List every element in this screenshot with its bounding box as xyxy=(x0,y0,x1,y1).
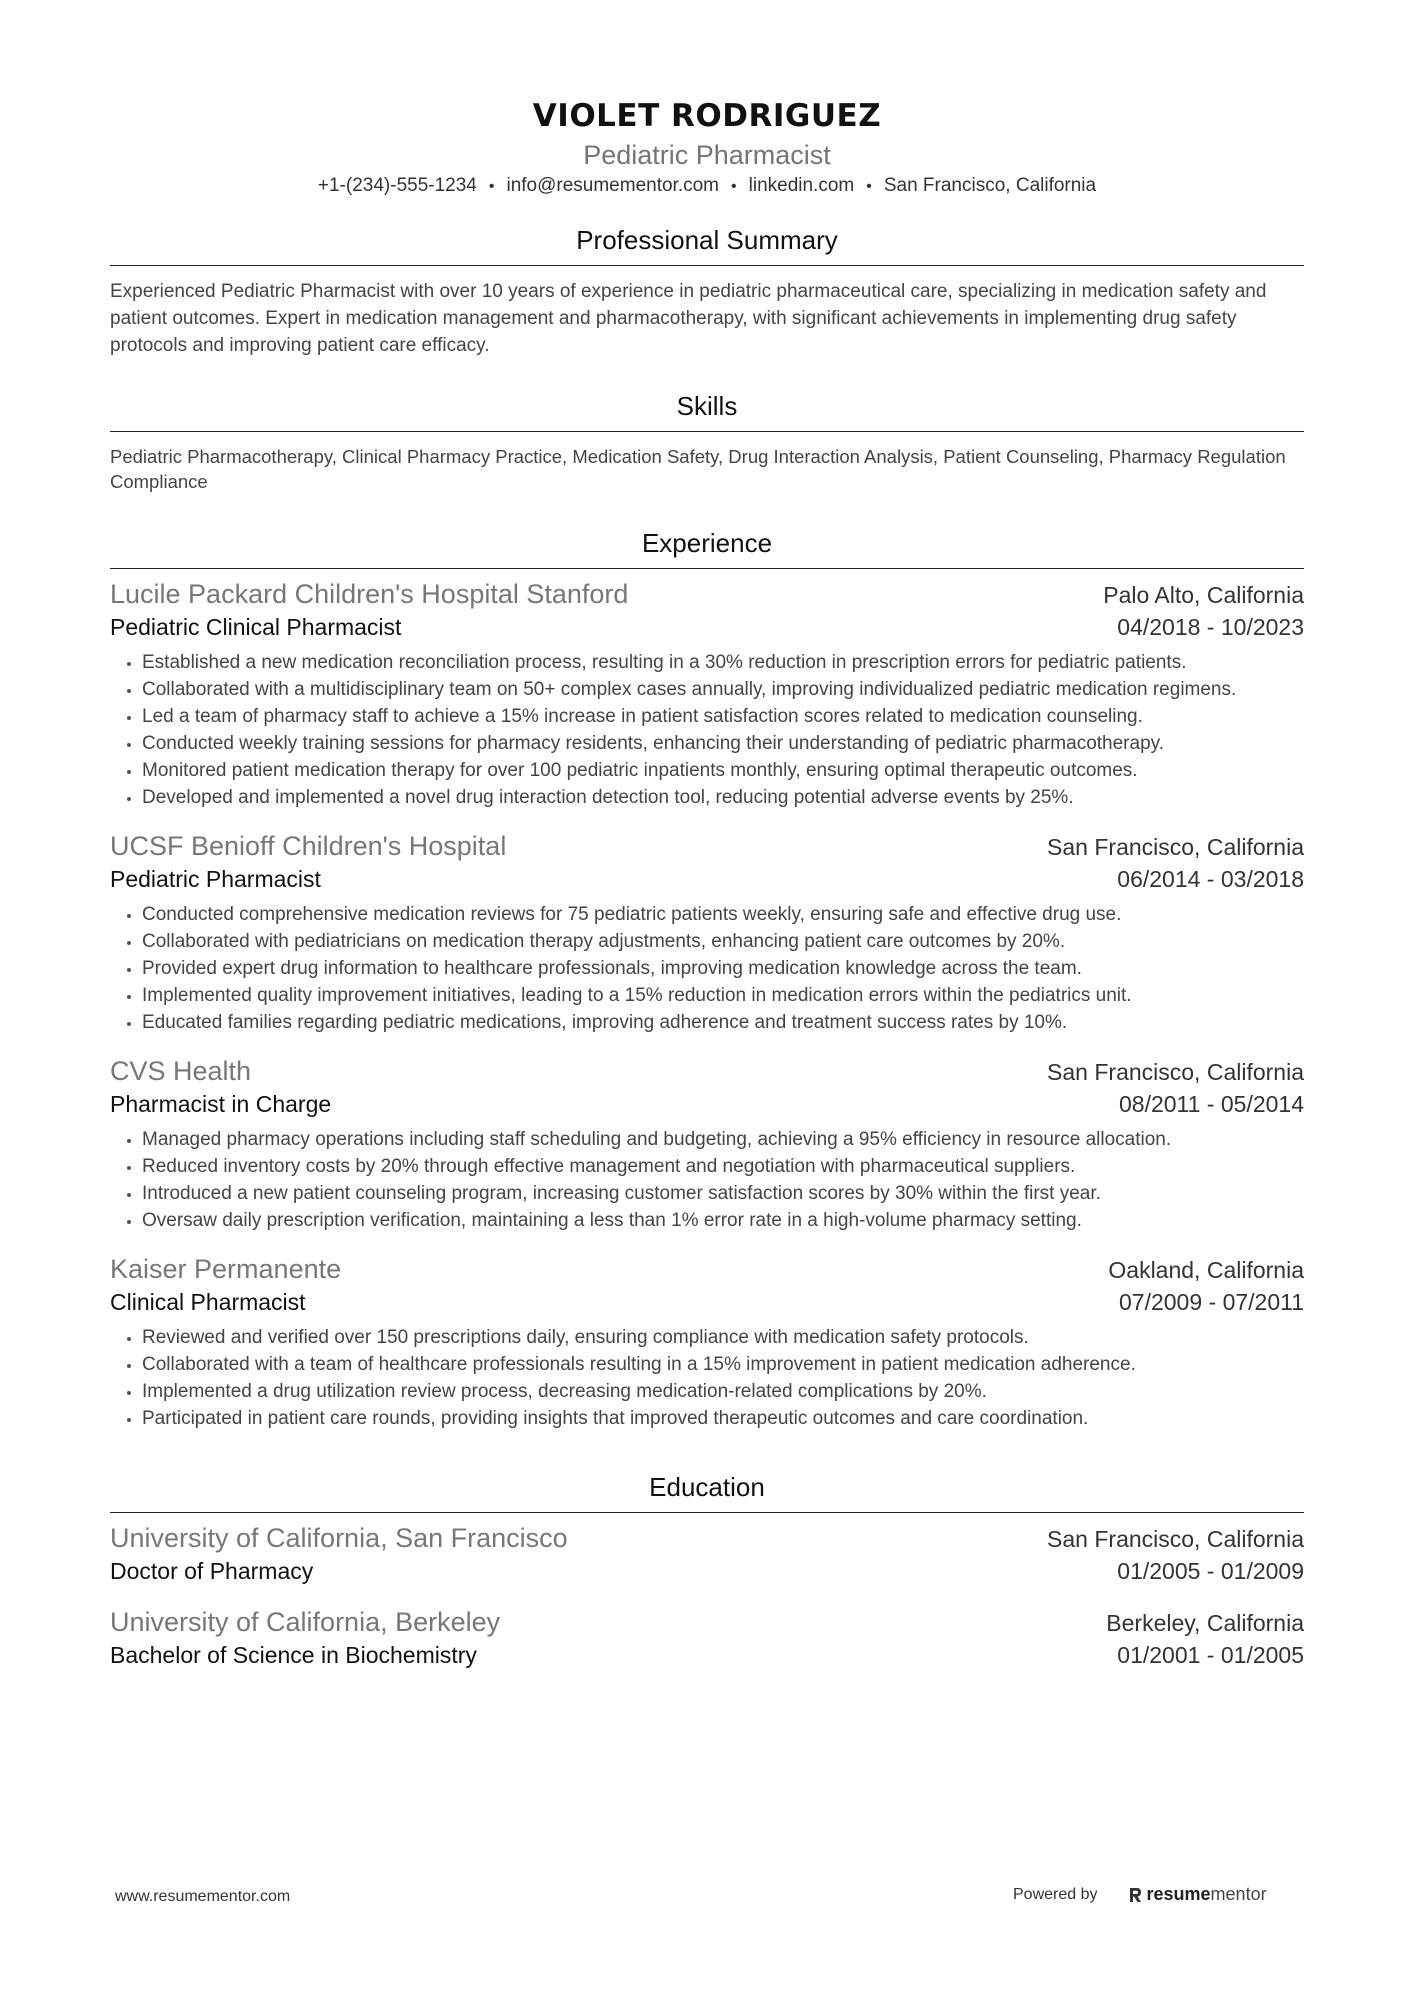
entry-header-row xyxy=(110,1252,1304,1286)
entry-header-row xyxy=(110,1521,1304,1555)
entry-location: Oakland, California xyxy=(1108,1257,1304,1283)
achievement-item: • Introduced a new patient counseling program, increasing customer satisfaction scores by 30% within the first year. xyxy=(142,1180,1304,1207)
footer-website[interactable]: www.resumementor.com xyxy=(115,1888,291,1905)
employer-name: UCSF Benioff Children's Hospital xyxy=(110,831,507,861)
achievement-item: • Conducted comprehensive medication reviews for 75 pediatric patients weekly, ensuring safe and effective drug use. xyxy=(142,901,1304,928)
job-title: Clinical Pharmacist xyxy=(110,1289,306,1315)
achievement-item: • Established a new medication reconciliation process, resulting in a 30% reduction in prescription errors for pediatric patients. xyxy=(142,649,1304,676)
entry-subheader-row xyxy=(110,1555,1304,1587)
achievement-item: • Implemented a drug utilization review process, decreasing medication-related complications by 20%. xyxy=(142,1378,1304,1405)
skills-section xyxy=(110,389,1304,494)
achievement-list xyxy=(110,901,1304,1036)
skills-text: Pediatric Pharmacotherapy, Clinical Pharmacy Practice, Medication Safety, Drug Interaction Analysis, Patient Counseling, Pharmacy Regulation Compliance xyxy=(110,446,1286,492)
achievement-item: • Collaborated with a team of healthcare professionals resulting in a 15% improvement in patient medication adherence. xyxy=(142,1351,1304,1378)
education-entry xyxy=(110,1605,1304,1671)
entry-location: San Francisco, California xyxy=(1047,834,1304,860)
section-title: Experience xyxy=(110,526,1304,569)
bullet-separator-icon: • xyxy=(866,178,872,195)
entry-dates: 08/2011 - 05/2014 xyxy=(1118,1091,1304,1117)
achievement-item: • Oversaw daily prescription verification, maintaining a less than 1% error rate in a high-volume pharmacy setting. xyxy=(142,1207,1304,1234)
entry-dates: 01/2005 - 01/2009 xyxy=(1117,1558,1304,1584)
achievement-item: • Participated in patient care rounds, providing insights that improved therapeutic outcomes and care coordination. xyxy=(142,1405,1304,1432)
footer-branding xyxy=(1013,1884,1267,1905)
experience-entry xyxy=(110,577,1304,811)
achievement-item: • Implemented quality improvement initiatives, leading to a 15% reduction in medication errors within the pediatrics unit. xyxy=(142,982,1304,1009)
degree-title: Doctor of Pharmacy xyxy=(110,1558,314,1584)
powered-by-label: Powered by xyxy=(1013,1885,1098,1903)
achievement-item: • Collaborated with a multidisciplinary team on 50+ complex cases annually, improving individualized pediatric medication regimens. xyxy=(142,676,1304,703)
section-title: Skills xyxy=(110,389,1304,432)
job-title: Pediatric Pharmacist xyxy=(110,866,321,892)
resumementor-logo-icon xyxy=(1128,1886,1143,1904)
bullet-separator-icon: • xyxy=(488,178,495,195)
entry-subheader-row xyxy=(110,611,1304,643)
achievement-item: • Provided expert drug information to healthcare professionals, improving medication knowledge across the team. xyxy=(142,955,1304,982)
entry-dates: 06/2014 - 03/2018 xyxy=(1117,866,1304,892)
entry-header-row xyxy=(110,1605,1304,1639)
summary-text: Experienced Pediatric Pharmacist with over 10 years of experience in pediatric pharmaceutical care, specializing in medication safety and patient outcomes. Expert in medication management and pharmacotherapy, with significant achievements in implementing drug safety protocols and improving patient care efficacy. xyxy=(110,281,1267,356)
employer-name: CVS Health xyxy=(110,1056,252,1086)
employer-name: Kaiser Permanente xyxy=(110,1254,342,1284)
entry-location: Berkeley, California xyxy=(1106,1610,1304,1636)
entry-subheader-row xyxy=(110,863,1304,895)
entry-dates: 04/2018 - 10/2023 xyxy=(1117,614,1304,640)
candidate-role: Pediatric Pharmacist xyxy=(583,140,831,170)
candidate-name: VIOLET RODRIGUEZ xyxy=(532,98,882,134)
achievement-item: • Reduced inventory costs by 20% through effective management and negotiation with pharmaceutical suppliers. xyxy=(142,1153,1304,1180)
brand-name-light: mentor xyxy=(1210,1884,1267,1904)
experience-section xyxy=(110,526,1304,1432)
job-title: Pharmacist in Charge xyxy=(110,1091,332,1117)
experience-entry xyxy=(110,1252,1304,1432)
job-title: Pediatric Clinical Pharmacist xyxy=(110,614,402,640)
contact-phone: +1-(234)-555-1234 xyxy=(317,175,477,196)
entry-location: San Francisco, California xyxy=(1047,1526,1304,1552)
entry-location: Palo Alto, California xyxy=(1103,582,1304,608)
achievement-item: • Collaborated with pediatricians on medication therapy adjustments, enhancing patient care outcomes by 20%. xyxy=(142,928,1304,955)
section-title: Education xyxy=(110,1470,1304,1513)
brand-logo[interactable] xyxy=(1128,1884,1267,1905)
contact-linkedin: linkedin.com xyxy=(748,175,855,196)
entry-header-row xyxy=(110,1054,1304,1088)
experience-entry xyxy=(110,1054,1304,1234)
achievement-list xyxy=(110,649,1304,811)
entry-subheader-row xyxy=(110,1639,1304,1671)
entry-subheader-row xyxy=(110,1088,1304,1120)
contact-email: info@resumementor.com xyxy=(506,175,720,196)
entry-subheader-row xyxy=(110,1286,1304,1318)
section-title: Professional Summary xyxy=(110,223,1304,266)
entry-header-row xyxy=(110,829,1304,863)
brand-name-bold: resume xyxy=(1146,1884,1211,1904)
entry-header-row xyxy=(110,577,1304,611)
entry-dates: 01/2001 - 01/2005 xyxy=(1117,1642,1304,1668)
contact-line xyxy=(110,172,1304,201)
bullet-separator-icon: • xyxy=(731,178,737,195)
achievement-list xyxy=(110,1324,1304,1432)
school-name: University of California, San Francisco xyxy=(110,1523,568,1553)
education-section xyxy=(110,1470,1304,1671)
achievement-item: • Led a team of pharmacy staff to achieve a 15% increase in patient satisfaction scores related to medication counseling. xyxy=(142,703,1304,730)
employer-name: Lucile Packard Children's Hospital Stanford xyxy=(110,579,629,609)
achievement-item: • Monitored patient medication therapy for over 100 pediatric inpatients monthly, ensuring optimal therapeutic outcomes. xyxy=(142,757,1304,784)
achievement-item: • Developed and implemented a novel drug interaction detection tool, reducing potential adverse events by 25%. xyxy=(142,784,1304,811)
resume-page xyxy=(110,96,1304,1671)
entry-dates: 07/2009 - 07/2011 xyxy=(1118,1289,1304,1315)
achievement-item: • Managed pharmacy operations including staff scheduling and budgeting, achieving a 95% efficiency in resource allocation. xyxy=(142,1126,1304,1153)
education-entry xyxy=(110,1521,1304,1587)
achievement-item: • Educated families regarding pediatric medications, improving adherence and treatment success rates by 10%. xyxy=(142,1009,1304,1036)
contact-location: San Francisco, California xyxy=(883,175,1097,196)
experience-entry xyxy=(110,829,1304,1036)
achievement-item: • Conducted weekly training sessions for pharmacy residents, enhancing their understanding of pediatric pharmacotherapy. xyxy=(142,730,1304,757)
experience-list xyxy=(110,577,1304,1432)
achievement-list xyxy=(110,1126,1304,1234)
entry-location: San Francisco, California xyxy=(1047,1059,1304,1085)
summary-section xyxy=(110,223,1304,359)
achievement-item: • Reviewed and verified over 150 prescriptions daily, ensuring compliance with medication safety protocols. xyxy=(142,1324,1304,1351)
degree-title: Bachelor of Science in Biochemistry xyxy=(110,1642,477,1668)
school-name: University of California, Berkeley xyxy=(110,1607,501,1637)
resume-header xyxy=(110,96,1304,201)
education-list xyxy=(110,1521,1304,1671)
